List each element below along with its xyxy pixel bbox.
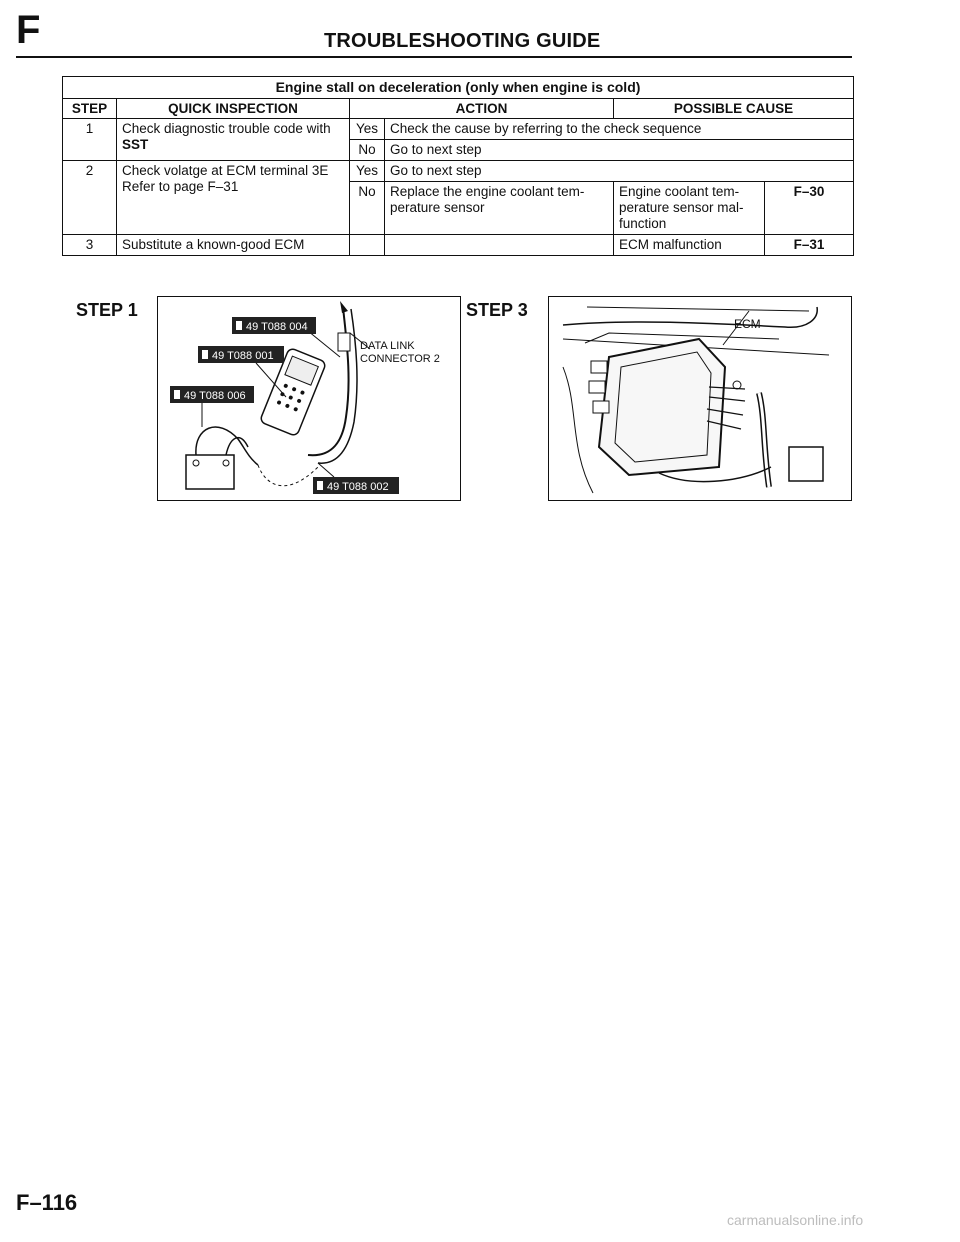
action-text: Go to next step [385, 140, 854, 161]
inspection-text: Substitute a known-good ECM [117, 234, 350, 255]
possible-cause: Engine coolant tem- perature sensor mal- function [614, 182, 765, 235]
inspection-text: Check diagnostic trouble code with [122, 121, 331, 137]
watermark: carmanualsonline.info [727, 1212, 864, 1228]
inspection-text-sst: SST [122, 137, 149, 153]
possible-cause: ECM malfunction [614, 234, 765, 255]
inspection-ref-text: Refer to page F–31 [122, 179, 239, 195]
yes-label: Yes [350, 119, 385, 140]
no-label: No [350, 140, 385, 161]
table-caption-row [63, 77, 854, 99]
action-text: Check the cause by referring to the check sequence [385, 119, 854, 140]
table-header-row [63, 98, 854, 119]
step3-illustration [549, 297, 851, 500]
step3-label: STEP 3 [466, 300, 528, 320]
step3-figure [548, 296, 852, 501]
yes-label: Yes [350, 161, 385, 182]
inspection-text: Check volatge at ECM terminal 3E [122, 163, 329, 179]
col-step: STEP [63, 98, 117, 119]
tool-tag-002 [313, 477, 399, 494]
quick-inspection-cell [117, 161, 350, 235]
table-caption: Engine stall on deceleration (only when engine is cold) [63, 77, 854, 99]
step1-illustration [158, 297, 460, 500]
section-letter: F [16, 8, 41, 52]
tool-tag-001 [198, 346, 284, 363]
action-text: Replace the engine coolant tem- perature sensor [385, 182, 614, 235]
tool-tag-004 [232, 317, 316, 334]
step-number: 3 [63, 234, 117, 255]
no-label: No [350, 182, 385, 235]
page-title: TROUBLESHOOTING GUIDE [324, 30, 601, 52]
step1-label: STEP 1 [76, 300, 138, 320]
col-possible-cause: POSSIBLE CAUSE [614, 98, 854, 119]
troubleshooting-table [62, 76, 854, 256]
empty-cell [350, 234, 385, 255]
table-row [63, 234, 854, 255]
empty-cell [385, 234, 614, 255]
tool-tag-006 [170, 386, 254, 403]
page-number: F–116 [16, 1190, 78, 1215]
ecm-unit [589, 339, 745, 475]
connector-label-line1: DATA LINK [360, 340, 415, 352]
page-reference: F–30 [765, 182, 854, 235]
page-reference: F–31 [765, 234, 854, 255]
quick-inspection-cell [117, 119, 350, 161]
table-row [63, 119, 854, 140]
svg-text:49 T088 001: 49 T088 001 [212, 350, 274, 362]
col-quick-inspection: QUICK INSPECTION [117, 98, 350, 119]
step-number: 2 [63, 161, 117, 235]
action-text: Go to next step [385, 161, 854, 182]
step-number: 1 [63, 119, 117, 161]
svg-text:49 T088 002: 49 T088 002 [327, 481, 389, 493]
ecm-label: ECM [734, 317, 761, 331]
step1-figure [157, 296, 461, 501]
svg-text:49 T088 004: 49 T088 004 [246, 321, 308, 333]
table-row [63, 161, 854, 182]
header-rule [16, 56, 852, 58]
connector-label-line2: CONNECTOR 2 [360, 353, 440, 365]
svg-text:49 T088 006: 49 T088 006 [184, 390, 246, 402]
col-action: ACTION [350, 98, 614, 119]
